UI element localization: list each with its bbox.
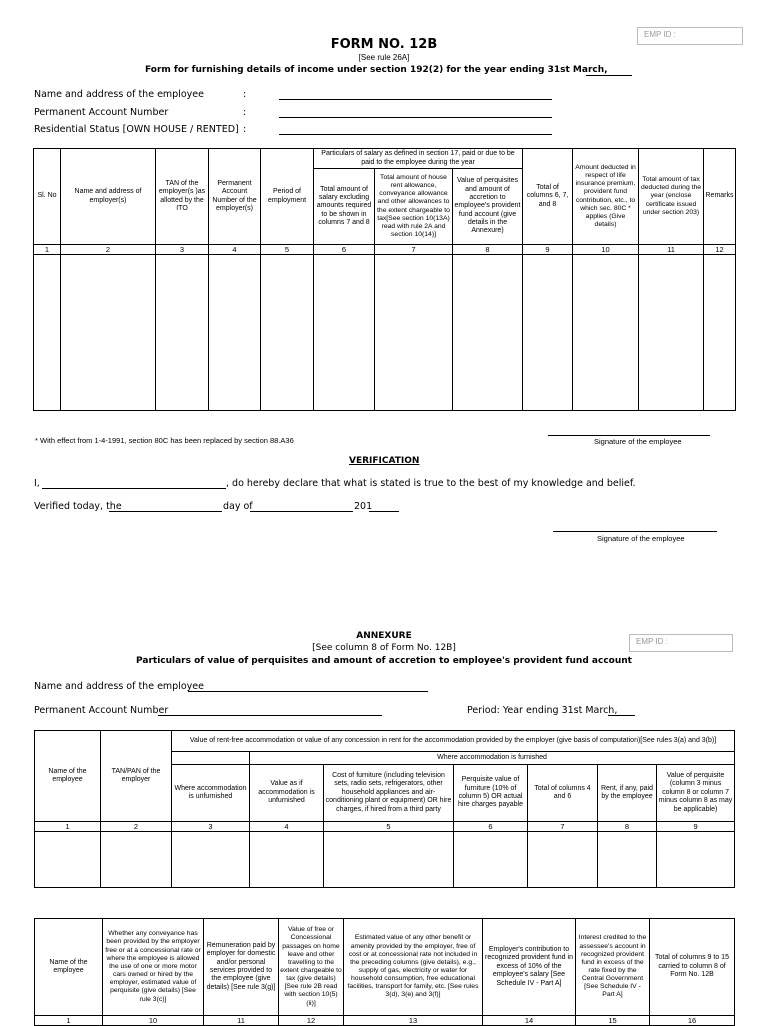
col-header: Total amount of house rent allowance, conveyance allowance and other allowances to the extent chargeable to tax[See section 10(13A) read with rule 2A and section 10(14)] (375, 169, 453, 245)
annexure-emp-id-label: EMP ID : (636, 637, 668, 646)
annexure-name-label: Name and address of the employee (34, 681, 204, 692)
data-cell[interactable] (375, 255, 453, 411)
data-cell[interactable] (261, 255, 314, 411)
residential-field[interactable] (279, 134, 552, 135)
col-number: 5 (324, 822, 454, 832)
col-number: 11 (204, 1016, 279, 1026)
col-header: Name and address of employer(s) (61, 149, 156, 245)
col-header: Rent, if any, paid by the employee (598, 765, 657, 822)
field-employee-name-label: Name and address of the employee (34, 89, 204, 100)
col-header: Value as if accommodation is unfurnished (250, 765, 324, 822)
col-number: 12 (704, 245, 736, 255)
col-header: Cost of furniture (including television sets, radio sets, refrigerators, other household appliances and air-conditioning plant or equipment) OR hire charges, if hired from a third party (324, 765, 454, 822)
annexure-subtitle: Particulars of value of perquisites and amount of accretion to employee's provident fund account (136, 656, 632, 666)
col-number: 1 (35, 822, 101, 832)
col-number: 7 (375, 245, 453, 255)
field-pan-label: Permanent Account Number (34, 107, 169, 118)
col-header: Remarks (704, 149, 736, 245)
col-number: 1 (35, 1016, 103, 1026)
day-of-label: day of (223, 501, 253, 512)
data-cell[interactable] (454, 832, 528, 888)
col-number: 6 (454, 822, 528, 832)
col-number: 13 (344, 1016, 483, 1026)
footnote: * With effect from 1-4-1991, section 80C has been replaced by section 88.A36 (35, 436, 294, 445)
col-header: Period of employment (261, 149, 314, 245)
annexure-pan-label: Permanent Account Number (34, 705, 169, 716)
col-header: Interest credited to the assessee's account in recognized provident fund in excess of the rate fixed by the Central Government [See Schedule IV - Part A] (576, 919, 650, 1016)
col-header: Value of perquisite (column 3 minus column 8 or column 7 minus column 8 as may be applicable) (657, 765, 735, 822)
employee-signature-label: Signature of the employee (594, 437, 682, 446)
col-number: 9 (657, 822, 735, 832)
data-cell[interactable] (156, 255, 209, 411)
form-rule: [See rule 26A] (358, 53, 410, 62)
col-header: TAN of the employer(s )as allotted by the ITO (156, 149, 209, 245)
col-number: 8 (598, 822, 657, 832)
form-subtitle (145, 65, 608, 75)
employee-signature-line[interactable] (548, 435, 710, 436)
col-number: 4 (209, 245, 261, 255)
col-header: Total amount of tax deducted during the year (enclose certificate issued under section 203) (639, 149, 704, 245)
verification-i: I, (34, 478, 40, 489)
verification-declaration: , do hereby declare that what is stated is true to the best of my knowledge and belief. (226, 478, 636, 489)
col-number: 8 (453, 245, 523, 255)
col-header: Estimated value of any other benefit or amenity provided by the employer, free of cost or at concessional rate not included in the preceding columns (give details), e.g., supply of gas, electricity or water for household consumption, free educational facilities, transport for family, etc. [See rules 3(d), 3(e) and 3(f)] (344, 919, 483, 1016)
verified-today-label: Verified today, the (34, 501, 122, 512)
data-cell[interactable] (639, 255, 704, 411)
sub-header: Where accommodation is furnished (250, 752, 735, 765)
col-header: Total of columns 6, 7, and 8 (523, 149, 573, 245)
verification-signature-label: Signature of the employee (597, 534, 685, 543)
year-label: 201 (354, 501, 373, 512)
col-number: 2 (101, 822, 172, 832)
col-header: Total amount of salary excluding amounts required to be shown in columns 7 and 8 (314, 169, 375, 245)
data-cell[interactable] (573, 255, 639, 411)
col-number: 10 (573, 245, 639, 255)
verified-day-field[interactable] (109, 511, 222, 512)
data-cell[interactable] (528, 832, 598, 888)
data-cell[interactable] (250, 832, 324, 888)
col-header: Total of columns 4 and 6 (528, 765, 598, 822)
col-number: 16 (650, 1016, 735, 1026)
col-header: Total of columns 9 to 15 carried to column 8 of Form No. 12B (650, 919, 735, 1016)
form-subtitle-text: Form for furnishing details of income under section 192(2) for the year ending 31st March, (145, 65, 608, 75)
data-cell[interactable] (35, 832, 101, 888)
data-cell[interactable] (61, 255, 156, 411)
data-cell[interactable] (704, 255, 736, 411)
col-header: TAN/PAN of the employer (101, 731, 172, 822)
field-sep: : (243, 89, 247, 100)
spacer-cell (172, 752, 250, 765)
col-number: 10 (103, 1016, 204, 1026)
form-title: FORM NO. 12B (330, 37, 438, 52)
col-header: Employer's contribution to recognized provident fund in excess of 10% of the employee's salary [See Schedule IV - Part A] (483, 919, 576, 1016)
col-header: Where accommodation is unfurnished (172, 765, 250, 822)
data-cell[interactable] (598, 832, 657, 888)
col-number: 1 (34, 245, 61, 255)
col-header: Whether any conveyance has been provided by the employer free or at a concessional rate or where the employee is allowed the use of one or more motor cars owned or hired by the employer, estimated value of perquisite (give details) [See rule 3(c)] (103, 919, 204, 1016)
col-number: 6 (314, 245, 375, 255)
annexure-period-label: Period: Year ending 31st March, (467, 705, 618, 716)
data-cell[interactable] (209, 255, 261, 411)
col-header: Permanent Account Number of the employer(s) (209, 149, 261, 245)
col-number: 4 (250, 822, 324, 832)
col-number: 3 (172, 822, 250, 832)
top-header: Value of rent-free accommodation or value of any concession in rent for the accommodation provided by the employer (give basis of computation)[See rules 3(a) and 3(b)] (172, 731, 735, 752)
data-cell[interactable] (34, 255, 61, 411)
col-header: Value of perquisites and amount of accretion to employee's provident fund account (give details in the Annexure) (453, 169, 523, 245)
data-cell[interactable] (314, 255, 375, 411)
field-sep: : (243, 107, 247, 118)
annexure-year-field[interactable] (608, 715, 635, 716)
data-cell[interactable] (101, 832, 172, 888)
accommodation-table (34, 730, 735, 888)
data-cell[interactable] (324, 832, 454, 888)
year-blank[interactable] (586, 75, 632, 76)
annexure-name-field[interactable] (188, 691, 428, 692)
data-cell[interactable] (172, 832, 250, 888)
verification-signature-line[interactable] (553, 531, 717, 532)
field-residential-label: Residential Status [OWN HOUSE / RENTED] (34, 124, 239, 135)
col-header: Value of free or Concessional passages on home leave and other travelling to the extent chargeable to tax (give details) [See rule 2B read with section 10(5)(ii)] (279, 919, 344, 1016)
col-header: Name of the employee (35, 731, 101, 822)
col-header: Remuneration paid by employer for domestic and/or personal services provided to the employee (give details) [See rule 3(g)] (204, 919, 279, 1016)
col-header: Amount deducted in respect of life insurance premium, provident fund contribution, etc., to which sec. 80C * applies (Give details) (573, 149, 639, 245)
data-cell[interactable] (523, 255, 573, 411)
col-header: Name of the employee (35, 919, 103, 1016)
verification-title: VERIFICATION (349, 456, 420, 466)
annexure-title: ANNEXURE (356, 631, 412, 641)
col-number: 5 (261, 245, 314, 255)
annexure-see: [See column 8 of Form No. 12B] (312, 643, 456, 653)
employee-name-field[interactable] (279, 99, 552, 100)
declarant-name-field[interactable] (42, 488, 226, 489)
col-number: 11 (639, 245, 704, 255)
col-number: 14 (483, 1016, 576, 1026)
pan-field[interactable] (279, 117, 552, 118)
data-cell[interactable] (453, 255, 523, 411)
verified-month-field[interactable] (250, 511, 353, 512)
col-header: Sl. No (34, 149, 61, 245)
salary-table (33, 148, 736, 411)
data-cell[interactable] (657, 832, 735, 888)
col-number: 7 (528, 822, 598, 832)
emp-id-label: EMP ID : (644, 30, 676, 39)
col-number: 9 (523, 245, 573, 255)
group-header: Particulars of salary as defined in section 17, paid or due to be paid to the employee during the year (314, 149, 523, 169)
col-number: 15 (576, 1016, 650, 1026)
col-number: 2 (61, 245, 156, 255)
annexure-pan-field[interactable] (158, 715, 382, 716)
verified-year-field[interactable] (369, 511, 399, 512)
col-number: 12 (279, 1016, 344, 1026)
field-sep: : (243, 124, 247, 135)
col-header: Perquisite value of furniture (10% of column 5) OR actual hire charges payable (454, 765, 528, 822)
perquisites-table (34, 918, 735, 1026)
col-number: 3 (156, 245, 209, 255)
